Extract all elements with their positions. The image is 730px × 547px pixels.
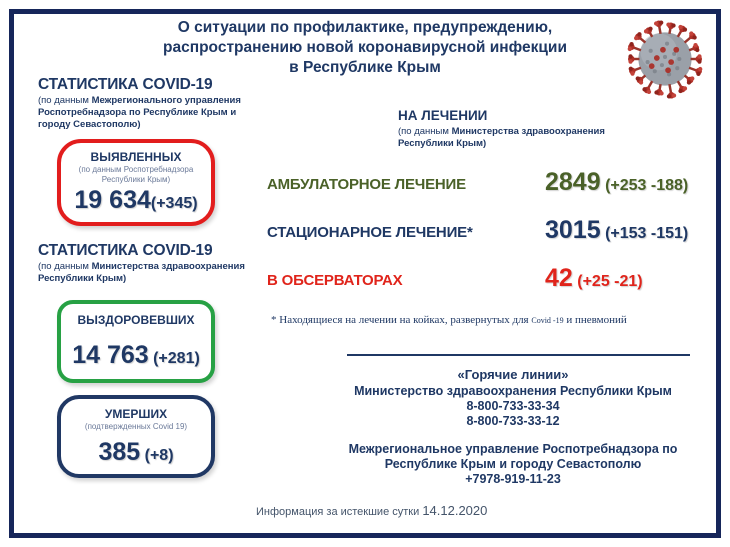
- stationary-treatment-label: СТАЦИОНАРНОЕ ЛЕЧЕНИЕ*: [267, 224, 473, 241]
- hotline-phone: 8-800-733-33-34: [466, 399, 560, 413]
- page-title-line: в Республике Крым: [289, 59, 441, 76]
- detected-value: 19 634(+345): [74, 186, 198, 214]
- recovered-delta: (+281): [148, 350, 200, 367]
- treatment-section-title: НА ЛЕЧЕНИИ: [398, 108, 488, 123]
- detected-stat-card: [57, 139, 215, 226]
- recovered-label: ВЫЗДОРОВЕВШИХ: [77, 313, 195, 327]
- hotline-phone: 8-800-733-33-12: [466, 414, 560, 428]
- treatment-footnote: * Находящиеся на лечении на койках, развернутых для Covid -19 и пневмоний: [271, 314, 627, 326]
- divider-line: [347, 354, 690, 356]
- recovered-stat-card: [57, 300, 215, 383]
- page-title: [130, 18, 600, 78]
- deaths-stat-card: [57, 395, 215, 478]
- deaths-source: (подтвержденных Covid 19): [84, 422, 188, 431]
- subtitle-prefix: (по данным: [398, 126, 452, 137]
- detected-label: ВЫЯВЛЕННЫХ: [90, 150, 182, 164]
- statistics-section-title: СТАТИСТИКА COVID-19: [38, 76, 213, 93]
- subtitle-source: Межрегионального управления Роспотребнадзора по Республике Крым и городу Севастополю): [38, 95, 241, 130]
- page-title-line: распространению новой коронавирусной инфекции: [163, 39, 567, 56]
- treatment-section-subtitle: [398, 126, 638, 150]
- observators-label: В ОБСЕРВАТОРАХ: [267, 272, 403, 289]
- deaths-label: УМЕРШИХ: [104, 407, 168, 421]
- footer-date-note: [256, 503, 487, 518]
- deaths-delta: (+8): [140, 446, 174, 464]
- deaths-value: 385 (+8): [98, 437, 174, 466]
- hotlines-block: [328, 367, 698, 487]
- observators-value: 42 (+25 -21): [545, 264, 643, 292]
- recovered-value: 14 763 (+281): [72, 341, 200, 369]
- footer-text: Информация за истекшие сутки: [256, 506, 420, 518]
- subtitle-prefix: (по данным: [38, 261, 92, 272]
- statistics-section-subtitle: [38, 95, 246, 131]
- subtitle-source: Министерства здравоохранения Республики Крым): [398, 126, 605, 149]
- ambulatory-treatment-value: 2849 (+253 -188): [545, 168, 689, 196]
- stationary-treatment-value: 3015 (+153 -151): [545, 216, 689, 244]
- hotline-org-name: Межрегиональное управление Роспотребнадзора по Республике Крым и городу Севастополю: [348, 442, 678, 471]
- detected-delta: (+345): [150, 195, 198, 212]
- page-title-line: О ситуации по профилактике, предупреждению,: [177, 19, 553, 36]
- subtitle-prefix: (по данным: [38, 95, 92, 106]
- ambulatory-treatment-label: АМБУЛАТОРНОЕ ЛЕЧЕНИЕ: [267, 176, 466, 193]
- subtitle-source: Министерства здравоохранения Республики Крым): [38, 261, 245, 284]
- coronavirus-icon: [620, 14, 710, 104]
- hotline-org-name: Министерство здравоохранения Республики Крым: [354, 384, 672, 398]
- hotline-phone: +7978-919-11-23: [465, 472, 561, 486]
- detected-source: (по данным Роспотребнадзора Республики Крым): [78, 165, 194, 184]
- statistics-section2-title: СТАТИСТИКА COVID-19: [38, 242, 213, 259]
- footer-date: 14.12.2020: [422, 503, 488, 518]
- hotlines-title: «Горячие линии»: [457, 367, 569, 382]
- statistics-section2-subtitle: [38, 261, 248, 285]
